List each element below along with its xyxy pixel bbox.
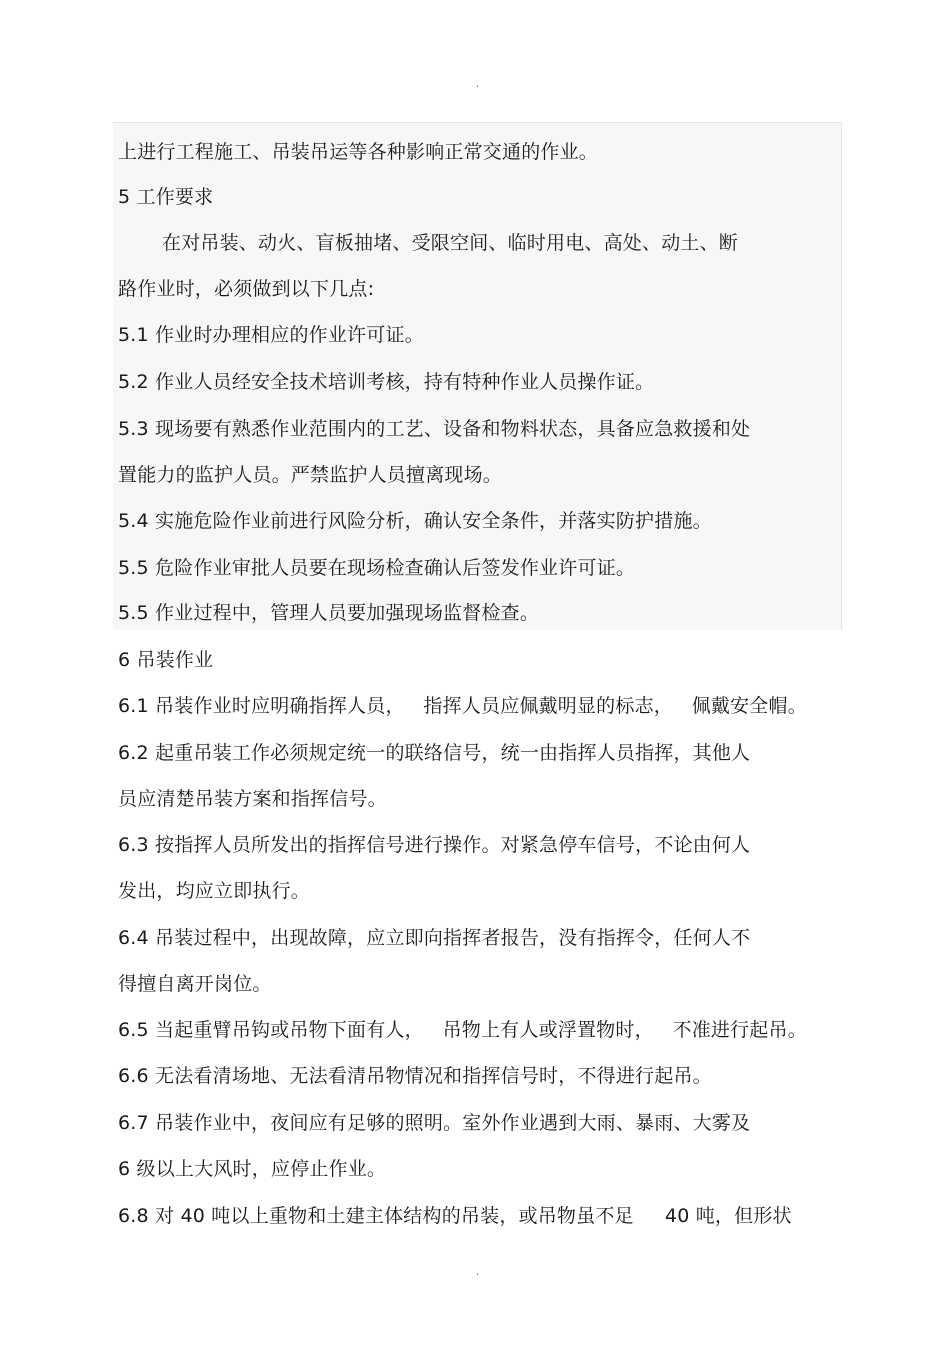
text-line: 5.1 作业时办理相应的作业许可证。 — [118, 324, 424, 346]
text-line: 6.8 对 40 吨以上重物和土建主体结构的吊装，或吊物虽不足 40 吨，但形状 — [118, 1205, 792, 1227]
text-line: 6.4 吊装过程中，出现故障，应立即向指挥者报告，没有指挥令，任何人不 — [118, 927, 751, 949]
text-line: 6.6 无法看清场地、无法看清吊物情况和指挥信号时，不得进行起吊。 — [118, 1065, 712, 1087]
text-line: 上进行工程施工、吊装吊运等各种影响正常交通的作业。 — [118, 141, 599, 163]
text-line: 5.5 作业过程中，管理人员要加强现场监督检查。 — [118, 602, 540, 624]
text-line: 5.3 现场要有熟悉作业范围内的工艺、设备和物料状态，具备应急救援和处 — [118, 418, 751, 440]
page-bottom-mark: . — [476, 1267, 480, 1278]
section-heading: 5 工作要求 — [118, 186, 214, 208]
text-line: 发出，均应立即执行。 — [118, 880, 311, 902]
text-line: 得擅自离开岗位。 — [118, 973, 272, 995]
text-line: 5.5 危险作业审批人员要在现场检查确认后签发作业许可证。 — [118, 557, 636, 579]
text-line: 员应清楚吊装方案和指挥信号。 — [118, 788, 387, 810]
page-top-mark: . — [476, 79, 480, 90]
text-line: 在对吊装、动火、盲板抽堵、受限空间、临时用电、高处、动土、断 — [162, 232, 739, 254]
text-line: 6.2 起重吊装工作必须规定统一的联络信号，统一由指挥人员指挥，其他人 — [118, 742, 751, 764]
text-line: 6.7 吊装作业中，夜间应有足够的照明。室外作业遇到大雨、暴雨、大雾及 — [118, 1112, 751, 1134]
text-line: 置能力的监护人员。严禁监护人员擅离现场。 — [118, 464, 503, 486]
text-line: 6.1 吊装作业时应明确指挥人员， 指挥人员应佩戴明显的标志， 佩戴安全帽。 — [118, 695, 807, 717]
text-line: 路作业时，必须做到以下几点: — [118, 278, 375, 300]
text-line: 6.5 当起重臂吊钩或吊物下面有人， 吊物上有人或浮置物时， 不准进行起吊。 — [118, 1019, 807, 1041]
text-line: 6 级以上大风时，应停止作业。 — [118, 1158, 387, 1180]
text-line: 5.2 作业人员经安全技术培训考核，持有特种作业人员操作证。 — [118, 371, 655, 393]
section-heading: 6 吊装作业 — [118, 649, 214, 671]
text-line: 5.4 实施危险作业前进行风险分析，确认安全条件，并落实防护措施。 — [118, 510, 712, 532]
text-line: 6.3 按指挥人员所发出的指挥信号进行操作。对紧急停车信号，不论由何人 — [118, 834, 751, 856]
